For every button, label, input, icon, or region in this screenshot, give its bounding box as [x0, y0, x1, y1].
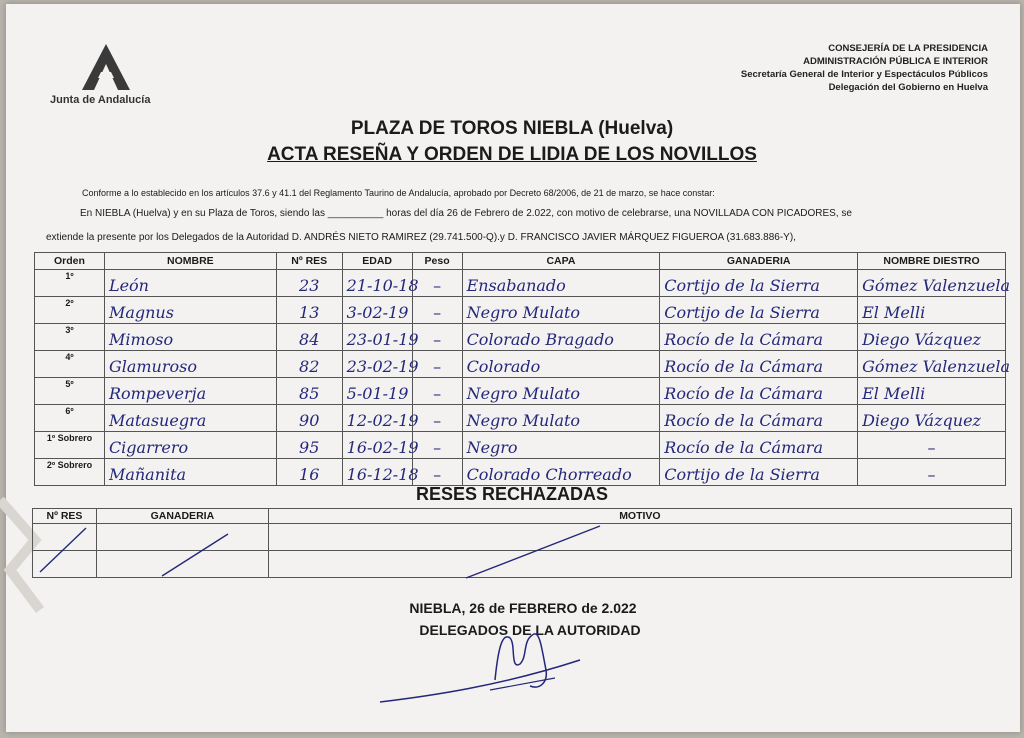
nombre-handwriting: León	[108, 276, 149, 295]
diestro-handwriting: Diego Vázquez	[862, 330, 981, 349]
table-row	[35, 270, 1006, 297]
edad-cell	[342, 432, 419, 459]
orden-cell: 2º	[35, 297, 105, 324]
rejected-table	[32, 508, 1012, 578]
peso-handwriting: –	[433, 303, 442, 322]
edad-cell	[342, 297, 412, 324]
capa-handwriting: Colorado Chorreado	[466, 465, 632, 484]
edad-handwriting: 5-01-19	[346, 384, 409, 403]
orden-cell: 6º	[35, 405, 105, 432]
edad-handwriting: 23-02-19	[346, 357, 419, 376]
document-title: PLAZA DE TOROS NIEBLA (Huelva)	[350, 118, 674, 139]
diestro-handwriting: El Melli	[862, 384, 926, 403]
res-handwriting: 85	[299, 384, 320, 403]
peso-cell	[412, 378, 462, 405]
capa-handwriting: Negro Mulato	[466, 411, 581, 430]
peso-handwriting: –	[433, 276, 442, 295]
nombre-cell	[104, 378, 276, 405]
ganaderia-cell	[660, 324, 858, 351]
table-header-row	[35, 253, 1006, 270]
capa-handwriting: Ensabanado	[466, 276, 566, 295]
column-header: Nº RES	[276, 253, 342, 270]
res-cell	[276, 432, 342, 459]
column-header: CAPA	[462, 253, 660, 270]
intro-line: Conforme a lo establecido en los artículos 37.6 y 41.1 del Reglamento Taurino de Andalucía, aprobado por Decreto 68/2006, de 21 de marzo, se hace constar:	[82, 188, 715, 198]
peso-cell	[412, 297, 462, 324]
orden-cell: 5º	[35, 378, 105, 405]
capa-handwriting: Negro	[466, 438, 518, 457]
diestro-cell	[858, 270, 1011, 297]
table-row	[33, 551, 1012, 578]
table-row	[35, 324, 1006, 351]
diestro-cell	[858, 351, 1011, 378]
table-row	[33, 524, 1012, 551]
ganaderia-handwriting: Rocío de la Cámara	[664, 357, 823, 376]
peso-handwriting: –	[433, 330, 442, 349]
intro-line: extiende la presente por los Delegados de la Autoridad D. ANDRÉS NIETO RAMIREZ (29.741.500-Q).y D. FRANCISCO JAVIER MÁRQUEZ FIGUEROA (31.683.886-Y),	[46, 232, 796, 243]
table-row	[35, 351, 1006, 378]
nombre-cell	[104, 432, 276, 459]
column-header: NOMBRE DIESTRO	[858, 253, 1006, 270]
peso-cell	[412, 405, 462, 432]
table-row	[35, 405, 1006, 432]
capa-handwriting: Negro Mulato	[466, 303, 581, 322]
ganaderia-handwriting: Rocío de la Cámara	[664, 330, 823, 349]
column-header: EDAD	[342, 253, 412, 270]
diestro-cell	[858, 405, 1006, 432]
office-line: ADMINISTRACIÓN PÚBLICA E INTERIOR	[803, 56, 988, 67]
capa-handwriting: Colorado Bragado	[466, 330, 614, 349]
nombre-handwriting: Mimoso	[108, 330, 174, 349]
rejected-title: RESES RECHAZADAS	[415, 484, 609, 504]
document-subtitle: ACTA RESEÑA Y ORDEN DE LIDIA DE LOS NOVILLOS	[267, 144, 757, 165]
office-line: CONSEJERÍA DE LA PRESIDENCIA	[828, 43, 988, 54]
junta-a-icon	[80, 42, 132, 92]
diestro-cell	[858, 459, 1006, 486]
edad-handwriting: 21-10-18	[346, 276, 419, 295]
signature	[370, 620, 620, 710]
peso-cell	[412, 351, 462, 378]
res-handwriting: 90	[299, 411, 320, 430]
res-cell	[276, 270, 342, 297]
logo-text: Junta de Andalucía	[50, 94, 151, 106]
res-cell	[276, 324, 342, 351]
office-line: Delegación del Gobierno en Huelva	[828, 82, 988, 93]
capa-handwriting: Colorado	[466, 357, 541, 376]
edad-cell	[342, 324, 419, 351]
intro-line: En NIEBLA (Huelva) y en su Plaza de Toros, siendo las __________ horas del día 26 de Febrero de 2.022, con motivo de celebrarse, una NOVILLADA CON PICADORES, se	[80, 208, 852, 219]
capa-cell	[462, 432, 660, 459]
diestro-cell	[858, 324, 1006, 351]
capa-cell	[462, 297, 660, 324]
ganaderia-cell	[660, 405, 858, 432]
res-handwriting: 84	[299, 330, 320, 349]
nombre-cell	[104, 351, 276, 378]
ganaderia-handwriting: Rocío de la Cámara	[664, 411, 823, 430]
peso-handwriting: –	[433, 411, 442, 430]
edad-handwriting: 16-02-19	[346, 438, 419, 457]
capa-cell	[462, 324, 660, 351]
table-row	[35, 459, 1006, 486]
nombre-cell	[104, 459, 276, 486]
peso-handwriting: –	[433, 465, 442, 484]
nombre-handwriting: Matasuegra	[108, 411, 207, 430]
edad-handwriting: 16-12-18	[346, 465, 419, 484]
edad-cell	[342, 378, 412, 405]
peso-cell	[412, 432, 462, 459]
edad-cell	[342, 270, 419, 297]
column-header: Orden	[35, 253, 105, 270]
nombre-handwriting: Glamuroso	[108, 357, 197, 376]
nombre-cell	[104, 405, 276, 432]
nombre-handwriting: Mañanita	[108, 465, 187, 484]
ganaderia-cell	[660, 297, 858, 324]
peso-cell	[412, 324, 462, 351]
orden-cell: 3º	[35, 324, 105, 351]
peso-cell	[412, 270, 462, 297]
res-cell	[276, 378, 342, 405]
edad-cell	[342, 405, 419, 432]
capa-cell	[462, 378, 660, 405]
edad-cell	[342, 459, 419, 486]
diestro-handwriting: –	[927, 438, 936, 457]
nombre-handwriting: Rompeverja	[108, 384, 207, 403]
office-line: Secretaría General de Interior y Espectáculos Públicos	[740, 69, 988, 80]
diestro-handwriting: El Melli	[862, 303, 926, 322]
diestro-handwriting: Gómez Valenzuela	[862, 276, 1011, 295]
peso-handwriting: –	[433, 384, 442, 403]
ganaderia-handwriting: Cortijo de la Sierra	[664, 465, 820, 484]
edad-cell	[342, 351, 419, 378]
peso-handwriting: –	[433, 357, 442, 376]
orden-cell: 1º	[35, 270, 105, 297]
edad-handwriting: 23-01-19	[346, 330, 419, 349]
res-cell	[276, 405, 342, 432]
ganaderia-cell	[660, 270, 858, 297]
diestro-cell	[858, 378, 1006, 405]
nombre-handwriting: Magnus	[108, 303, 174, 322]
diestro-handwriting: –	[927, 465, 936, 484]
table-row	[35, 432, 1006, 459]
column-header: MOTIVO	[268, 509, 1011, 524]
diestro-cell	[858, 297, 1006, 324]
res-handwriting: 13	[299, 303, 320, 322]
res-handwriting: 95	[299, 438, 320, 457]
orden-cell: 1º Sobrero	[35, 432, 105, 459]
place-date: NIEBLA, 26 de FEBRERO de 2.022	[409, 600, 637, 616]
edad-handwriting: 12-02-19	[346, 411, 419, 430]
ganaderia-handwriting: Rocío de la Cámara	[664, 384, 823, 403]
diestro-cell	[858, 432, 1006, 459]
ganaderia-cell	[660, 459, 858, 486]
capa-handwriting: Negro Mulato	[466, 384, 581, 403]
ganaderia-cell	[660, 378, 858, 405]
column-header: Nº RES	[33, 509, 97, 524]
res-cell	[276, 297, 342, 324]
res-handwriting: 82	[299, 357, 320, 376]
diestro-handwriting: Gómez Valenzuela	[862, 357, 1011, 376]
ganaderia-handwriting: Rocío de la Cámara	[664, 438, 823, 457]
capa-cell	[462, 405, 660, 432]
table-header-row	[33, 509, 1012, 524]
diestro-handwriting: Diego Vázquez	[862, 411, 981, 430]
office-block	[741, 42, 988, 94]
capa-cell	[462, 270, 660, 297]
ganaderia-cell	[660, 432, 858, 459]
capa-cell	[462, 351, 660, 378]
res-cell	[276, 459, 342, 486]
res-cell	[276, 351, 342, 378]
edad-handwriting: 3-02-19	[346, 303, 409, 322]
peso-cell	[412, 459, 462, 486]
lidia-table	[34, 252, 1011, 486]
column-header: GANADERIA	[660, 253, 858, 270]
column-header: Peso	[412, 253, 462, 270]
orden-cell: 2º Sobrero	[35, 459, 105, 486]
res-handwriting: 23	[299, 276, 320, 295]
delegates-label: DELEGADOS DE LA AUTORIDAD	[419, 622, 641, 638]
nombre-cell	[104, 297, 276, 324]
res-handwriting: 16	[299, 465, 320, 484]
ganaderia-handwriting: Cortijo de la Sierra	[664, 276, 820, 295]
orden-cell: 4º	[35, 351, 105, 378]
table-row	[35, 297, 1006, 324]
nombre-handwriting: Cigarrero	[108, 438, 189, 457]
capa-cell	[462, 459, 660, 486]
nombre-cell	[104, 270, 276, 297]
ganaderia-cell	[660, 351, 858, 378]
table-row	[35, 378, 1006, 405]
peso-handwriting: –	[433, 438, 442, 457]
column-header: NOMBRE	[104, 253, 276, 270]
column-header: GANADERIA	[96, 509, 268, 524]
ganaderia-handwriting: Cortijo de la Sierra	[664, 303, 820, 322]
nombre-cell	[104, 324, 276, 351]
